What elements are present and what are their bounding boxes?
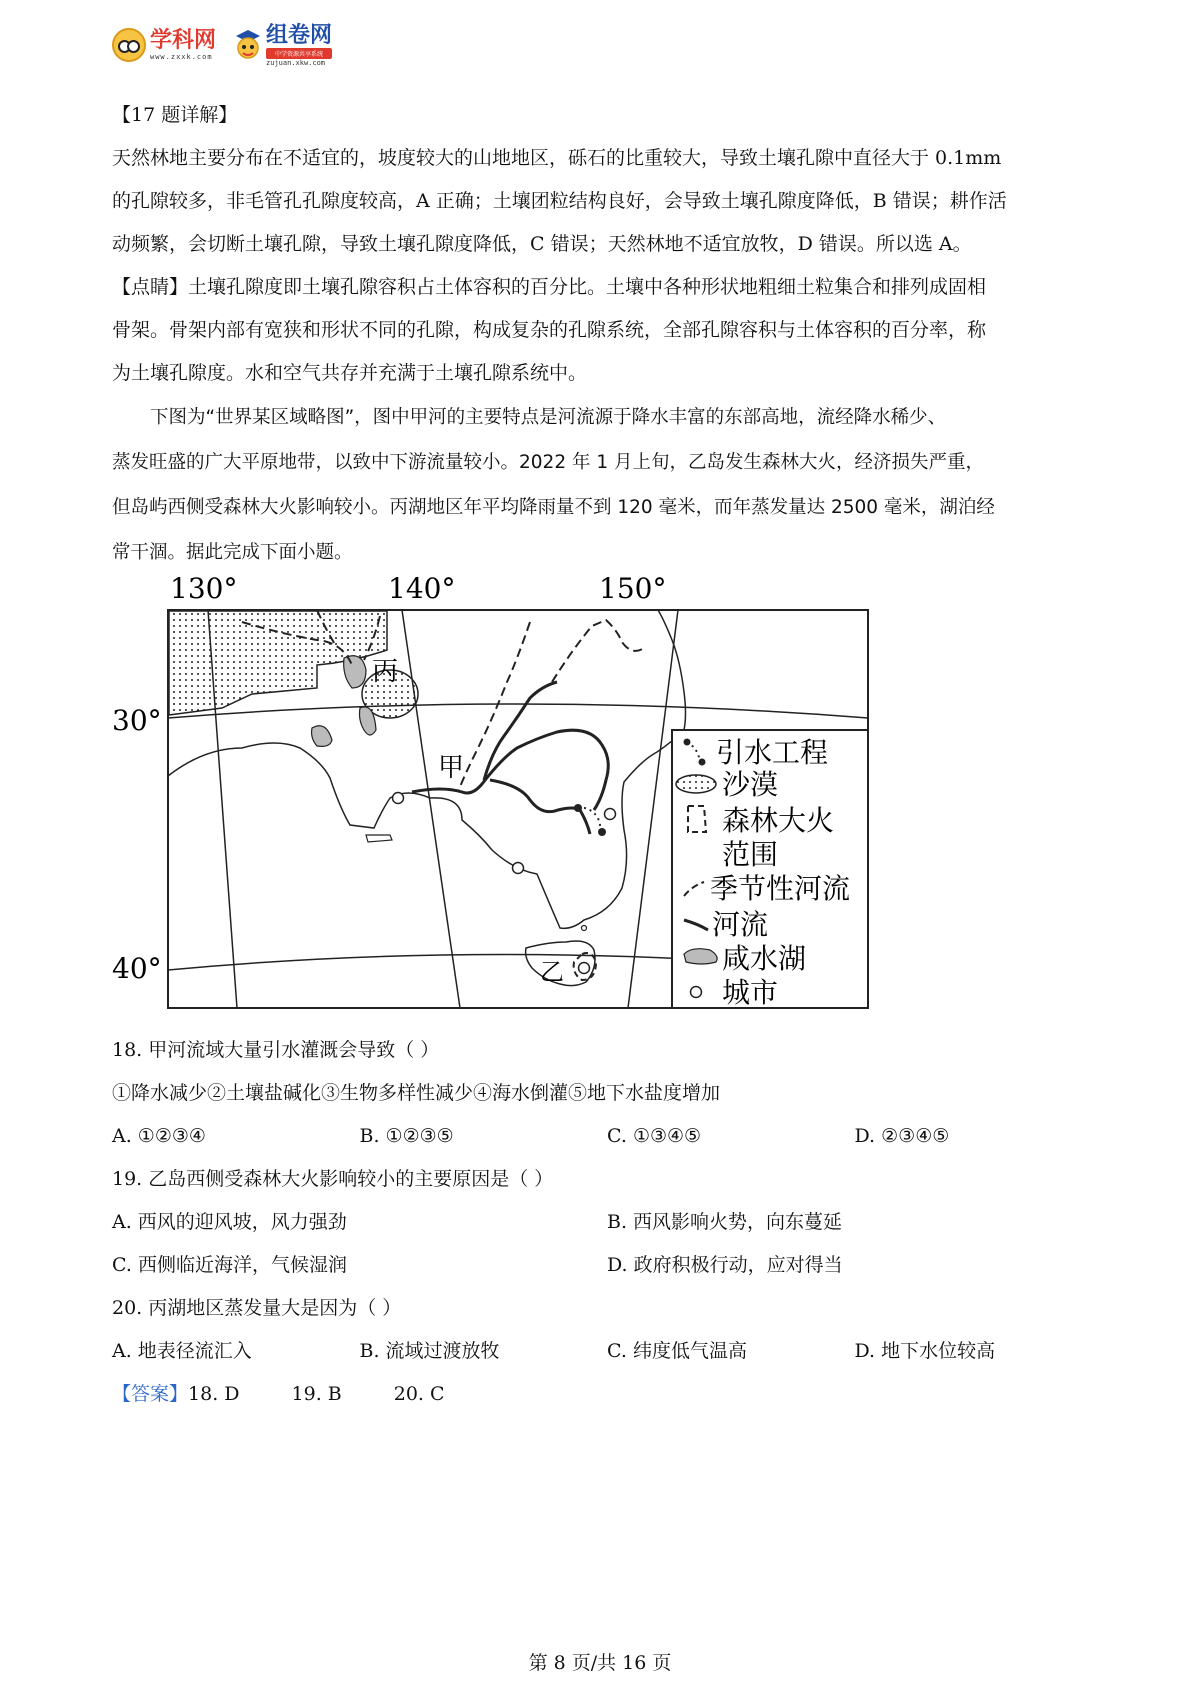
legend-river-label: 河流 (712, 908, 769, 941)
lon-label-130: 130° (170, 572, 238, 605)
legend-city-label: 城市 (722, 976, 779, 1009)
lon-label-150: 150° (599, 572, 667, 605)
material-line: 下图为“世界某区域略图”，图中甲河的主要特点是河流源于降水丰富的东部高地，流经降水稀少、 (150, 407, 947, 428)
lat-label-30: 30° (112, 704, 162, 737)
option-c[interactable]: C. ①③④⑤ (607, 1125, 702, 1147)
dianjing-line: 骨架。骨架内部有宽狭和形状不同的孔隙，构成复杂的孔隙系统，全部孔隙容积与土体容积的百分率，称 (112, 319, 987, 341)
option-c[interactable]: C. 西侧临近海洋，气候湿润 (112, 1254, 347, 1276)
explain-17-line: 的孔隙较多，非毛管孔孔隙度较高，A 正确；土壤团粒结构良好，会导致土壤孔隙度降低，B 错误；耕作活 (112, 190, 1007, 212)
logo-mascot-icon (112, 28, 146, 62)
salt-lake (312, 726, 332, 747)
question-18-options (112, 1115, 1102, 1158)
logo-zxxk-url: www.zxxk.com (150, 53, 213, 61)
question-20-options (112, 1330, 1102, 1373)
page-footer: 第 8 页/共 16 页 (528, 1652, 672, 1674)
dianjing-line: 【点睛】土壤孔隙度即土壤孔隙容积占土体容积的百分比。土壤中各种形状地粗细土粒集合和排列成固相 (112, 276, 987, 298)
city-marker (605, 809, 616, 820)
explain-17-line: 天然林地主要分布在不适宜的，坡度较大的山地地区，砾石的比重较大，导致土壤孔隙中直径大于 0.1mm (112, 147, 1002, 169)
legend-fire-label: 森林大火 (722, 804, 835, 837)
material-line: 蒸发旺盛的广大平原地带，以致中下游流量较小。2022 年 1 月上旬，乙岛发生森林大火，经济损失严重， (112, 452, 984, 473)
logo-zxxk[interactable] (150, 29, 216, 61)
question-18-stem: 18. 甲河流域大量引水灌溉会导致（ ） (112, 1039, 440, 1061)
logo-zujuan-text: 组卷网 (266, 22, 333, 48)
question-19-stem: 19. 乙岛西侧受森林大火影响较小的主要原因是（ ） (112, 1168, 554, 1190)
legend-desert-label: 沙漠 (722, 768, 779, 801)
region-map-svg (112, 570, 882, 1010)
option-d[interactable]: D. 政府积极行动，应对得当 (607, 1254, 843, 1276)
lon-line-140 (402, 610, 460, 1008)
option-a[interactable]: A. 西风的迎风坡，风力强劲 (112, 1211, 347, 1233)
logo-zxxk-text: 学科网 (150, 28, 217, 53)
header-logos (112, 22, 332, 68)
diversion-point (598, 828, 606, 836)
lon-line-150 (628, 610, 678, 1008)
option-d[interactable]: D. ②③④⑤ (854, 1125, 950, 1147)
question-18-choices: ①降水减少②土壤盐碱化③生物多样性减少④海水倒灌⑤地下水盐度增加 (112, 1082, 721, 1104)
explain-17-line: 动频繁，会切断土壤孔隙，导致土壤孔隙度降低，C 错误；天然林地不适宜放牧，D 错误。所以选 A。 (112, 233, 972, 255)
seasonal-river-jia (458, 622, 530, 792)
answer-item: 19. B (291, 1383, 342, 1405)
logo-zujuan-bar: 中学资源共享系统 (266, 48, 332, 59)
option-b[interactable]: B. 流域过渡放牧 (359, 1340, 500, 1362)
city-marker (393, 793, 404, 804)
answer-tag: 【答案】 (112, 1383, 189, 1405)
diversion-point (574, 804, 582, 812)
question-19-options-row2 (112, 1244, 1102, 1287)
answer-line (112, 1373, 1102, 1416)
river-upper (484, 682, 557, 780)
city-marker (579, 963, 590, 974)
logo-zujuan[interactable] (234, 24, 332, 67)
lat-label-40: 40° (112, 952, 162, 985)
answer-item: 20. C (393, 1383, 445, 1405)
lon-label-140: 140° (388, 572, 456, 605)
label-yi: 乙 (540, 958, 564, 986)
legend-salt-lake-label: 咸水湖 (722, 942, 807, 975)
label-bing: 丙 (372, 657, 399, 687)
explain-17-tag: 【17 题详解】 (112, 104, 238, 126)
legend-seasonal-river-label: 季节性河流 (710, 872, 851, 905)
option-b[interactable]: B. 西风影响火势，向东蔓延 (607, 1211, 843, 1233)
region-map (112, 570, 882, 1014)
answer-item: 18. D (188, 1383, 240, 1405)
material-line: 常干涸。据此完成下面小题。 (112, 542, 353, 563)
legend-diversion-label: 引水工程 (716, 736, 829, 769)
option-b[interactable]: B. ①②③⑤ (359, 1125, 454, 1147)
dianjing-line: 为土壤孔隙度。水和空气共存并充满于土壤孔隙系统中。 (112, 362, 588, 384)
logo-zujuan-url: zujuan.xkw.com (266, 58, 326, 67)
small-island (366, 835, 392, 842)
zujuan-mascot-icon (234, 28, 262, 62)
question-20-stem: 20. 丙湖地区蒸发量大是因为（ ） (112, 1297, 402, 1319)
option-a[interactable]: A. ①②③④ (112, 1125, 206, 1147)
islet (582, 926, 587, 931)
option-a[interactable]: A. 地表径流汇入 (112, 1340, 252, 1362)
option-c[interactable]: C. 纬度低气温高 (607, 1340, 747, 1362)
question-19-options-row1 (112, 1201, 1102, 1244)
questions (112, 1029, 1102, 1416)
legend-fire-label-2: 范围 (722, 838, 779, 871)
material-line: 但岛屿西侧受森林大火影响较小。丙湖地区年平均降雨量不到 120 毫米，而年蒸发量达 2500 毫米，湖泊经 (112, 497, 995, 518)
label-jia: 甲 (438, 753, 465, 783)
salt-lake-bing (344, 656, 366, 688)
option-d[interactable]: D. 地下水位较高 (854, 1340, 996, 1362)
city-marker (513, 863, 524, 874)
document-body (112, 94, 1102, 575)
seasonal-river (552, 620, 644, 682)
